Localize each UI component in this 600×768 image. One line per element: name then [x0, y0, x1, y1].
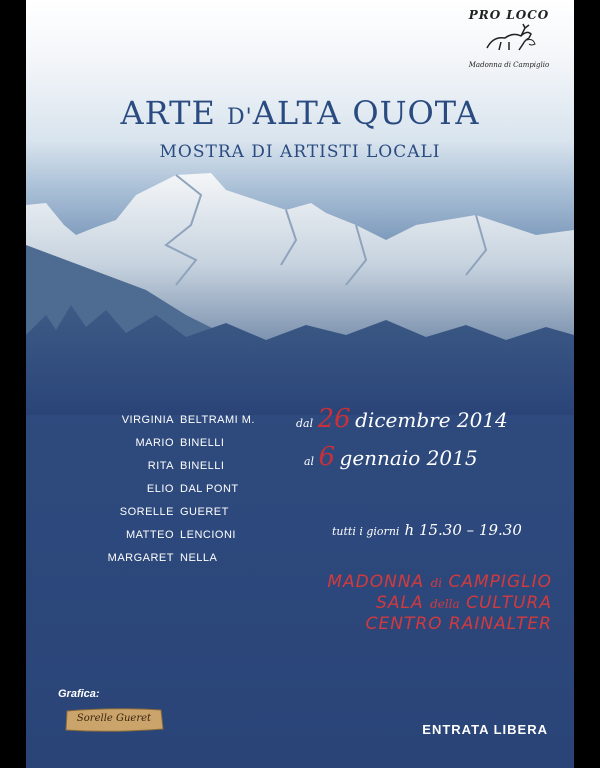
list-item [56, 483, 246, 506]
list-item [56, 414, 255, 437]
artist-last-name: BINELLI [180, 437, 225, 449]
artist-first-name: ELIO [146, 483, 174, 495]
venue-hall-connector: della [430, 597, 460, 611]
venue-line-2 [216, 593, 552, 614]
artist-last-name: LENCIONI [180, 529, 236, 541]
deer-icon [479, 22, 539, 54]
date-from-prefix: dal [296, 417, 314, 430]
list-item [56, 460, 246, 483]
poster [26, 0, 574, 768]
grafica-logo-text: Sorelle Gueret [76, 713, 152, 724]
artist-last-name: BELTRAMI M. [180, 414, 255, 426]
artists-list [56, 414, 255, 575]
artist-first-name: VIRGINIA [121, 414, 174, 426]
artist-last-name: BINELLI [180, 460, 225, 472]
entrance-notice: ENTRATA LIBERA [422, 722, 548, 737]
list-item [56, 529, 246, 552]
date-from-day: 26 [317, 404, 351, 434]
venue-line-3: CENTRO RAINALTER [365, 614, 552, 634]
hours-prefix: tutti i giorni [332, 525, 400, 538]
date-to [296, 442, 508, 480]
page-subtitle: MOSTRA DI ARTISTI LOCALI [159, 142, 441, 162]
date-from-month: dicembre 2014 [355, 408, 508, 432]
list-item [56, 506, 246, 529]
artist-last-name: GUERET [180, 506, 229, 518]
artist-first-name: MATTEO [125, 529, 174, 541]
artist-first-name: RITA [147, 460, 174, 472]
artist-last-name: NELLA [180, 552, 218, 564]
venue-line-1 [216, 572, 552, 593]
title-part3: ALTA QUOTA [252, 94, 480, 132]
page-title [26, 94, 574, 132]
opening-hours [332, 520, 522, 539]
venue-hall-name: CULTURA [466, 593, 552, 613]
date-to-prefix: al [304, 455, 315, 468]
exhibition-dates [296, 404, 508, 480]
list-item [56, 437, 246, 460]
hours-time: h 15.30 – 19.30 [404, 521, 522, 539]
date-from [296, 404, 508, 442]
date-to-month: gennaio 2015 [339, 446, 478, 470]
venue-town-connector: di [430, 576, 443, 590]
venue [216, 572, 552, 634]
mountain-image [26, 165, 574, 415]
artist-last-name: DAL PONT [180, 483, 239, 495]
logo-subtitle: Madonna di Campiglio [468, 61, 550, 69]
title-part1: ARTE [120, 94, 228, 132]
title-part2: D' [227, 105, 253, 130]
grafica-label: Grafica: [58, 688, 100, 700]
date-to-day: 6 [318, 442, 336, 472]
logo-title: PRO LOCO [468, 8, 550, 22]
artist-first-name: MARIO [135, 437, 174, 449]
venue-town: MADONNA [327, 572, 425, 592]
venue-hall: SALA [376, 593, 424, 613]
artist-first-name: MARGARET [107, 552, 174, 564]
venue-town-name: CAMPIGLIO [448, 572, 552, 592]
artist-first-name: SORELLE [119, 506, 174, 518]
pro-loco-logo [464, 8, 554, 78]
